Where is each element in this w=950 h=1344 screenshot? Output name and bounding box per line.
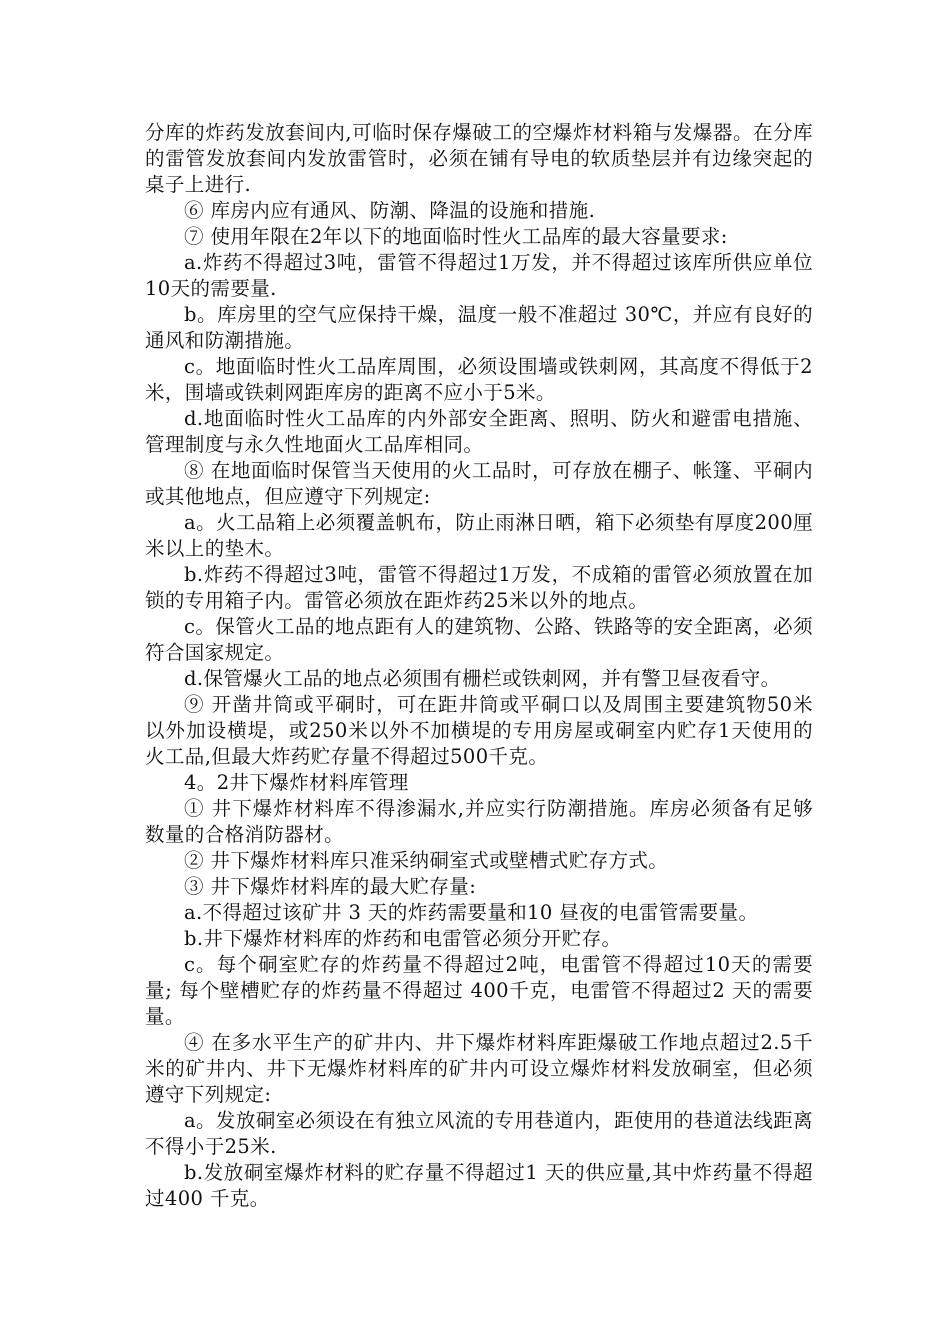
paragraph: a。发放硐室必须设在有独立风流的专用巷道内，距使用的巷道法线距离不得小于25米. bbox=[145, 1109, 813, 1158]
section-heading: 4。2井下爆炸材料库管理 bbox=[184, 771, 409, 794]
paragraph: a。火工品箱上必须覆盖帆布，防止雨淋日晒，箱下必须垫有厚度200厘米以上的垫木。 bbox=[145, 511, 813, 560]
paragraph: ⑥ 库房内应有通风、防潮、降温的设施和措施. bbox=[184, 199, 596, 222]
paragraph: ③ 井下爆炸材料库的最大贮存量: bbox=[184, 875, 477, 898]
paragraph: d.保管爆火工品的地点必须围有栅栏或铁刺网，并有警卫昼夜看守。 bbox=[184, 667, 781, 690]
paragraph: ② 井下爆炸材料库只准采纳硐室式或壁槽式贮存方式。 bbox=[184, 849, 669, 872]
paragraph: d.地面临时性火工品库的内外部安全距离、照明、防火和避雷电措施、管理制度与永久性地面火工品库相同。 bbox=[145, 407, 813, 456]
paragraph: b.发放硐室爆炸材料的贮存量不得超过1 天的供应量,其中炸药量不得超过400 千克。 bbox=[145, 1161, 813, 1210]
paragraph: c。每个硐室贮存的炸药量不得超过2吨，电雷管不得超过10天的需要量; 每个壁槽贮存的炸药量不得超过 400千克，电雷管不得超过2 天的需要量。 bbox=[145, 953, 813, 1028]
paragraph: b.井下爆炸材料库的炸药和电雷管必须分开贮存。 bbox=[184, 927, 622, 950]
paragraph: ④ 在多水平生产的矿井内、井下爆炸材料库距爆破工作地点超过2.5千米的矿井内、井下无爆炸材料库的矿井内可设立爆炸材料发放硐室，但必须遵守下列规定: bbox=[145, 1031, 813, 1106]
paragraph: b.炸药不得超过3吨，雷管不得超过1万发，不成箱的雷管必须放置在加锁的专用箱子内。雷管必须放在距炸药25米以外的地点。 bbox=[145, 563, 813, 612]
paragraph: 分库的炸药发放套间内,可临时保存爆破工的空爆炸材料箱与发爆器。在分库的雷管发放套间内发放雷管时，必须在铺有导电的软质垫层并有边缘突起的桌子上进行. bbox=[145, 121, 813, 196]
paragraph: c。保管火工品的地点距有人的建筑物、公路、铁路等的安全距离，必须符合国家规定。 bbox=[145, 615, 813, 664]
paragraph: b。库房里的空气应保持干燥，温度一般不准超过 30℃，并应有良好的通风和防潮措施。 bbox=[145, 303, 813, 352]
paragraph: ⑨ 开凿井筒或平硐时，可在距井筒或平硐口以及周围主要建筑物50米以外加设横堤，或250米以外不加横堤的专用房屋或硐室内贮存1天使用的火工品,但最大炸药贮存量不得超过500千克。 bbox=[145, 693, 813, 768]
paragraph: ① 井下爆炸材料库不得渗漏水,并应实行防潮措施。库房必须备有足够数量的合格消防器材。 bbox=[145, 797, 813, 846]
paragraph: c。地面临时性火工品库周围，必须设围墙或铁刺网，其高度不得低于2米，围墙或铁刺网距库房的距离不应小于5米。 bbox=[145, 355, 813, 404]
paragraph: a.不得超过该矿井 3 天的炸药需要量和10 昼夜的电雷管需要量。 bbox=[184, 901, 759, 924]
document-page bbox=[145, 120, 813, 1212]
paragraph: ⑧ 在地面临时保管当天使用的火工品时，可存放在棚子、帐篷、平硐内或其他地点，但应遵守下列规定: bbox=[145, 459, 813, 508]
paragraph: ⑦ 使用年限在2年以下的地面临时性火工品库的最大容量要求: bbox=[184, 225, 728, 248]
paragraph: a.炸药不得超过3吨，雷管不得超过1万发，并不得超过该库所供应单位10天的需要量. bbox=[145, 251, 813, 300]
